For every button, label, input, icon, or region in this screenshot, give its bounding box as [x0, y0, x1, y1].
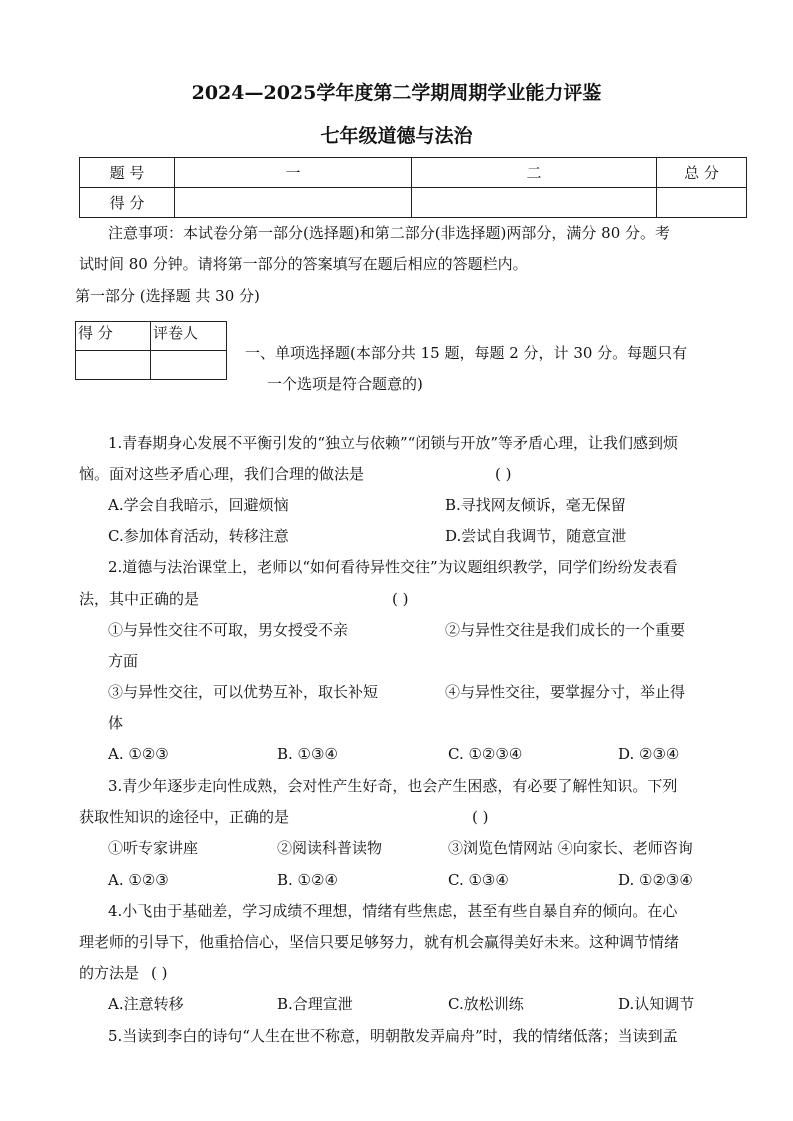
question-2-option-b: B. ①③④: [277, 745, 338, 763]
question-4-option-a: A.注意转移: [108, 995, 184, 1013]
score-cell-part-one: 一: [175, 158, 412, 188]
question-3-answer-bracket: ( ): [472, 808, 489, 826]
question-3-option-a: A. ①②③: [108, 871, 169, 889]
grader-table-header-row: [76, 322, 227, 351]
question-2-option-a: A. ①②③: [108, 745, 169, 763]
score-cell-part-two: 二: [412, 158, 657, 188]
question-3-option-b: B. ①②④: [277, 871, 338, 889]
question-1-line-2: 恼。面对这些矛盾心理，我们合理的做法是: [79, 465, 365, 483]
question-3-line-1: 3.青少年逐步走向性成熟，会对性产生好奇，也会产生困惑，有必要了解性知识。下列: [108, 777, 678, 795]
question-2-option-c: C. ①②③④: [448, 745, 523, 763]
grader-table-blank-row: [76, 351, 227, 380]
question-3-statement-3-4: ③浏览色情网站 ④向家长、老师咨询: [448, 839, 693, 857]
question-2-line-1: 2.道德与法治课堂上，老师以“如何看待异性交往”为议题组织教学，同学们纷纷发表看: [108, 558, 678, 576]
score-cell-total: 总 分: [657, 158, 747, 188]
score-table: [79, 157, 747, 218]
score-cell-part-one-blank: [175, 188, 412, 218]
score-table-header-row: [80, 158, 747, 188]
question-2-answer-bracket: ( ): [392, 590, 409, 608]
score-table-score-row: [80, 188, 747, 218]
question-4-option-c: C.放松训练: [448, 995, 524, 1013]
question-1-option-c: C.参加体育活动，转移注意: [108, 527, 289, 545]
question-2-option-d: D. ②③④: [618, 745, 680, 763]
question-2-statement-1: ①与异性交往不可取，男女授受不亲: [108, 621, 349, 639]
question-2-statement-4: ④与异性交往，要掌握分寸，举止得: [445, 683, 686, 701]
section-instruction-line-1: 一、单项选择题(本部分共 15 题，每题 2 分，计 30 分。每题只有: [245, 344, 688, 362]
question-1-answer-bracket: ( ): [495, 465, 512, 483]
question-2-line-2: 法，其中正确的是: [79, 590, 200, 608]
question-3-option-c: C. ①③④: [448, 871, 509, 889]
grader-cell-grader-blank: [151, 351, 227, 380]
question-3-line-2: 获取性知识的途径中，正确的是: [79, 808, 290, 826]
question-1-line-1: 1.青春期身心发展不平衡引发的“独立与依赖”“闭锁与开放”等矛盾心理，让我们感到烦: [108, 434, 678, 452]
question-4-option-b: B.合理宣泄: [277, 995, 353, 1013]
question-4-line-1: 4.小飞由于基础差，学习成绩不理想，情绪有些焦虑，甚至有些自暴自弃的倾向。在心: [108, 902, 678, 920]
grader-cell-grader: 评卷人: [151, 322, 227, 351]
question-4-answer-bracket: ( ): [151, 964, 168, 982]
question-4-line-3: 的方法是: [79, 964, 140, 982]
question-1-option-a: A.学会自我暗示，回避烦恼: [108, 496, 289, 514]
question-5-line-1: 5.当读到李白的诗句“人生在世不称意，明朝散发弄扁舟”时，我的情绪低落；当读到孟: [108, 1027, 678, 1045]
exam-title: 2024—2025学年度第二学期周期学业能力评鉴: [191, 82, 602, 104]
question-2-statement-4-cont: 体: [108, 714, 124, 732]
question-2-statement-3: ③与异性交往，可以优势互补，取长补短: [108, 683, 379, 701]
question-4-line-2: 理老师的引导下，他重拾信心，坚信只要足够努力，就有机会赢得美好未来。这种调节情绪: [79, 933, 680, 951]
score-cell-total-blank: [657, 188, 747, 218]
question-3-option-d: D. ①②③④: [618, 871, 693, 889]
section-instruction-line-2: 一个选项是符合题意的): [267, 375, 423, 393]
grader-cell-score-blank: [76, 351, 151, 380]
exam-subject: 七年级道德与法治: [320, 125, 473, 147]
part1-heading: 第一部分 (选择题 共 30 分): [75, 287, 260, 305]
score-cell-label-number: 题 号: [80, 158, 175, 188]
question-2-statement-2-cont: 方面: [108, 652, 139, 670]
question-2-statement-2: ②与异性交往是我们成长的一个重要: [445, 621, 686, 639]
notice-line-2: 试时间 80 分钟。请将第一部分的答案填写在题后相应的答题栏内。: [79, 255, 528, 273]
score-cell-part-two-blank: [412, 188, 657, 218]
grader-table: [75, 321, 227, 380]
question-1-option-d: D.尝试自我调节，随意宣泄: [445, 527, 627, 545]
question-3-statement-2: ②阅读科普读物: [277, 839, 383, 857]
question-4-option-d: D.认知调节: [618, 995, 695, 1013]
grader-cell-score: 得 分: [76, 322, 151, 351]
question-3-statement-1: ①听专家讲座: [108, 839, 199, 857]
question-1-option-b: B.寻找网友倾诉，毫无保留: [445, 496, 626, 514]
score-cell-label-score: 得 分: [80, 188, 175, 218]
notice-line-1: 注意事项：本试卷分第一部分(选择题)和第二部分(非选择题)两部分，满分 80 分。考: [108, 224, 671, 242]
